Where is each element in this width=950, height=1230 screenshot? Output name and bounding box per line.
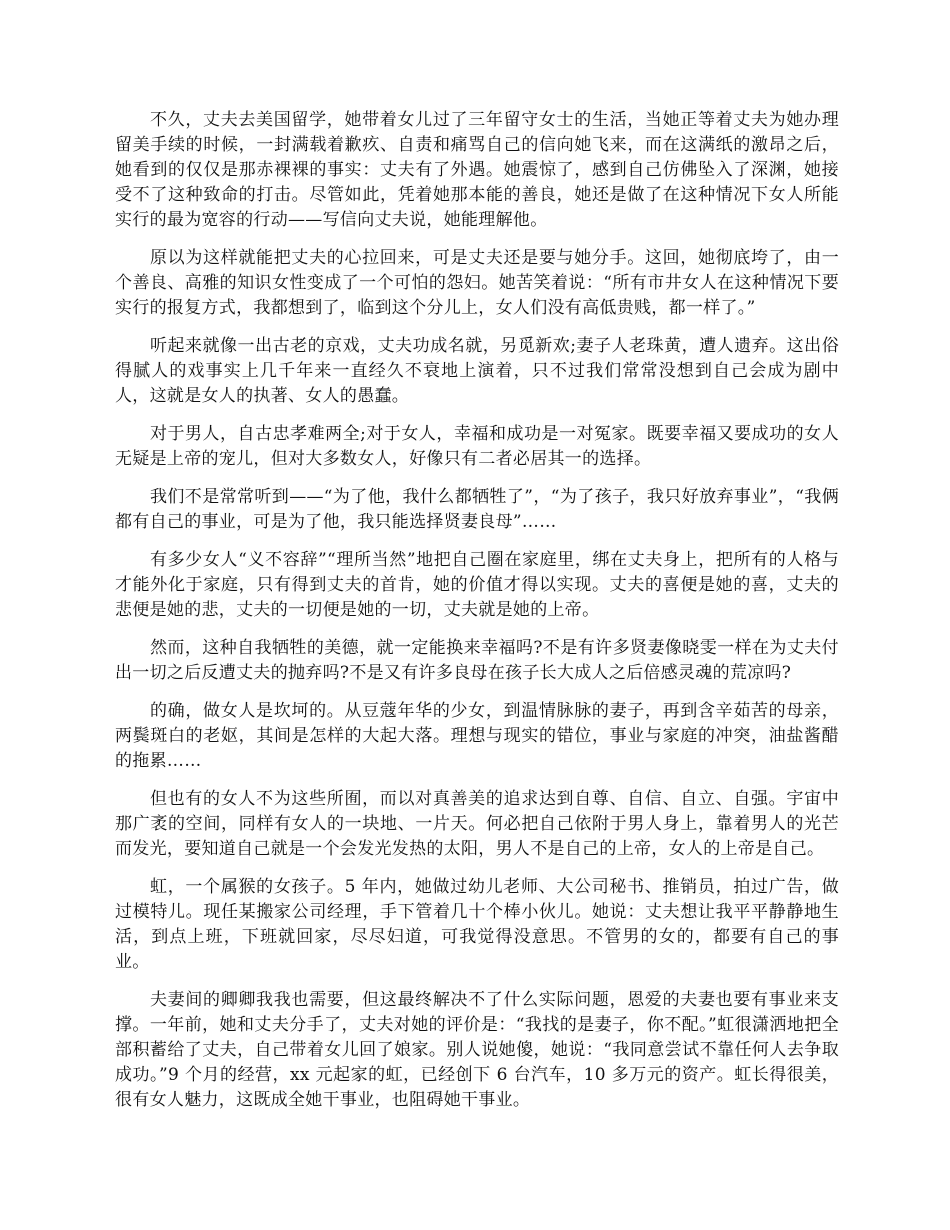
paragraph-2: 原以为这样就能把丈夫的心拉回来，可是丈夫还是要与她分手。这回，她彻底垮了，由一个善良、高雅的知识女性变成了一个可怕的怨妇。她苦笑着说：“所有市井女人在这种情况下要实行的报复方式，我都想到了，临到这个分儿上，女人们没有高低贵贱，都一样了。” bbox=[115, 248, 839, 318]
paragraph-7: 然而，这种自我牺牲的美德，就一定能换来幸福吗?不是有许多贤妻像晓雯一样在为丈夫付出一切之后反遭丈夫的抛弃吗?不是又有许多良母在孩子长大成人之后倍感灵魂的荒凉吗? bbox=[115, 638, 839, 683]
paragraph-10: 虹，一个属猴的女孩子。5 年内，她做过幼儿老师、大公司秘书、推销员，拍过广告，做过模特儿。现任某搬家公司经理，手下管着几十个棒小伙儿。她说：丈夫想让我平平静静地生活，到点上班，下班就回家，尽尽妇道，可我觉得没意思。不管男的女的，都要有自己的事业。 bbox=[115, 877, 839, 972]
paragraph-8: 的确，做女人是坎坷的。从豆蔻年华的少女，到温情脉脉的妻子，再到含辛茹苦的母亲，两鬓斑白的老妪，其间是怎样的大起大落。理想与现实的错位，事业与家庭的冲突，油盐酱醋的拖累…… bbox=[115, 701, 839, 771]
paragraph-1: 不久，丈夫去美国留学，她带着女儿过了三年留守女士的生活，当她正等着丈夫为她办理留美手续的时候，一封满载着歉疚、自责和痛骂自己的信向她飞来，而在这满纸的激昂之后，她看到的仅仅是那赤裸裸的事实：丈夫有了外遇。她震惊了，感到自己仿佛坠入了深渊，她接受不了这种致命的打击。尽管如此，凭着她那本能的善良，她还是做了在这种情况下女人所能实行的最为宽容的行动——写信向丈夫说，她能理解他。 bbox=[115, 110, 839, 230]
paragraph-4: 对于男人，自古忠孝难两全;对于女人，幸福和成功是一对冤家。既要幸福又要成功的女人无疑是上帝的宠儿，但对大多数女人，好像只有二者必居其一的选择。 bbox=[115, 424, 839, 469]
paragraph-3: 听起来就像一出古老的京戏，丈夫功成名就，另觅新欢;妻子人老珠黄，遭人遗弃。这出俗得腻人的戏事实上几千年来一直经久不衰地上演着，只不过我们常常没想到自己会成为剧中人，这就是女人的执著、女人的愚蠢。 bbox=[115, 336, 839, 406]
paragraph-5: 我们不是常常听到——“为了他，我什么都牺牲了”，“为了孩子，我只好放弃事业”，“我俩都有自己的事业，可是为了他，我只能选择贤妻良母”…… bbox=[115, 487, 839, 532]
paragraph-11: 夫妻间的卿卿我我也需要，但这最终解决不了什么实际问题，恩爱的夫妻也要有事业来支撑。一年前，她和丈夫分手了，丈夫对她的评价是：“我找的是妻子，你不配。”虹很潇洒地把全部积蓄给了丈夫，自己带着女儿回了娘家。别人说她傻，她说：“我同意尝试不靠任何人去争取成功。”9 个月的经营，xx 元起家的虹，已经创下 6 台汽车，10 多万元的资产。虹长得很美，很有女人魅力，这既成全她干事业，也阻碍她干事业。 bbox=[115, 990, 839, 1110]
paragraph-9: 但也有的女人不为这些所囿，而以对真善美的追求达到自尊、自信、自立、自强。宇宙中那广袤的空间，同样有女人的一块地、一片天。何必把自己依附于男人身上，靠着男人的光芒而发光，要知道自己就是一个会发光发热的太阳，男人不是自己的上帝，女人的上帝是自己。 bbox=[115, 789, 839, 859]
paragraph-6: 有多少女人“义不容辞”“理所当然”地把自己圈在家庭里，绑在丈夫身上，把所有的人格与才能外化于家庭，只有得到丈夫的首肯，她的价值才得以实现。丈夫的喜便是她的喜，丈夫的悲便是她的悲，丈夫的一切便是她的一切，丈夫就是她的上帝。 bbox=[115, 550, 839, 620]
document-body bbox=[115, 108, 839, 1126]
